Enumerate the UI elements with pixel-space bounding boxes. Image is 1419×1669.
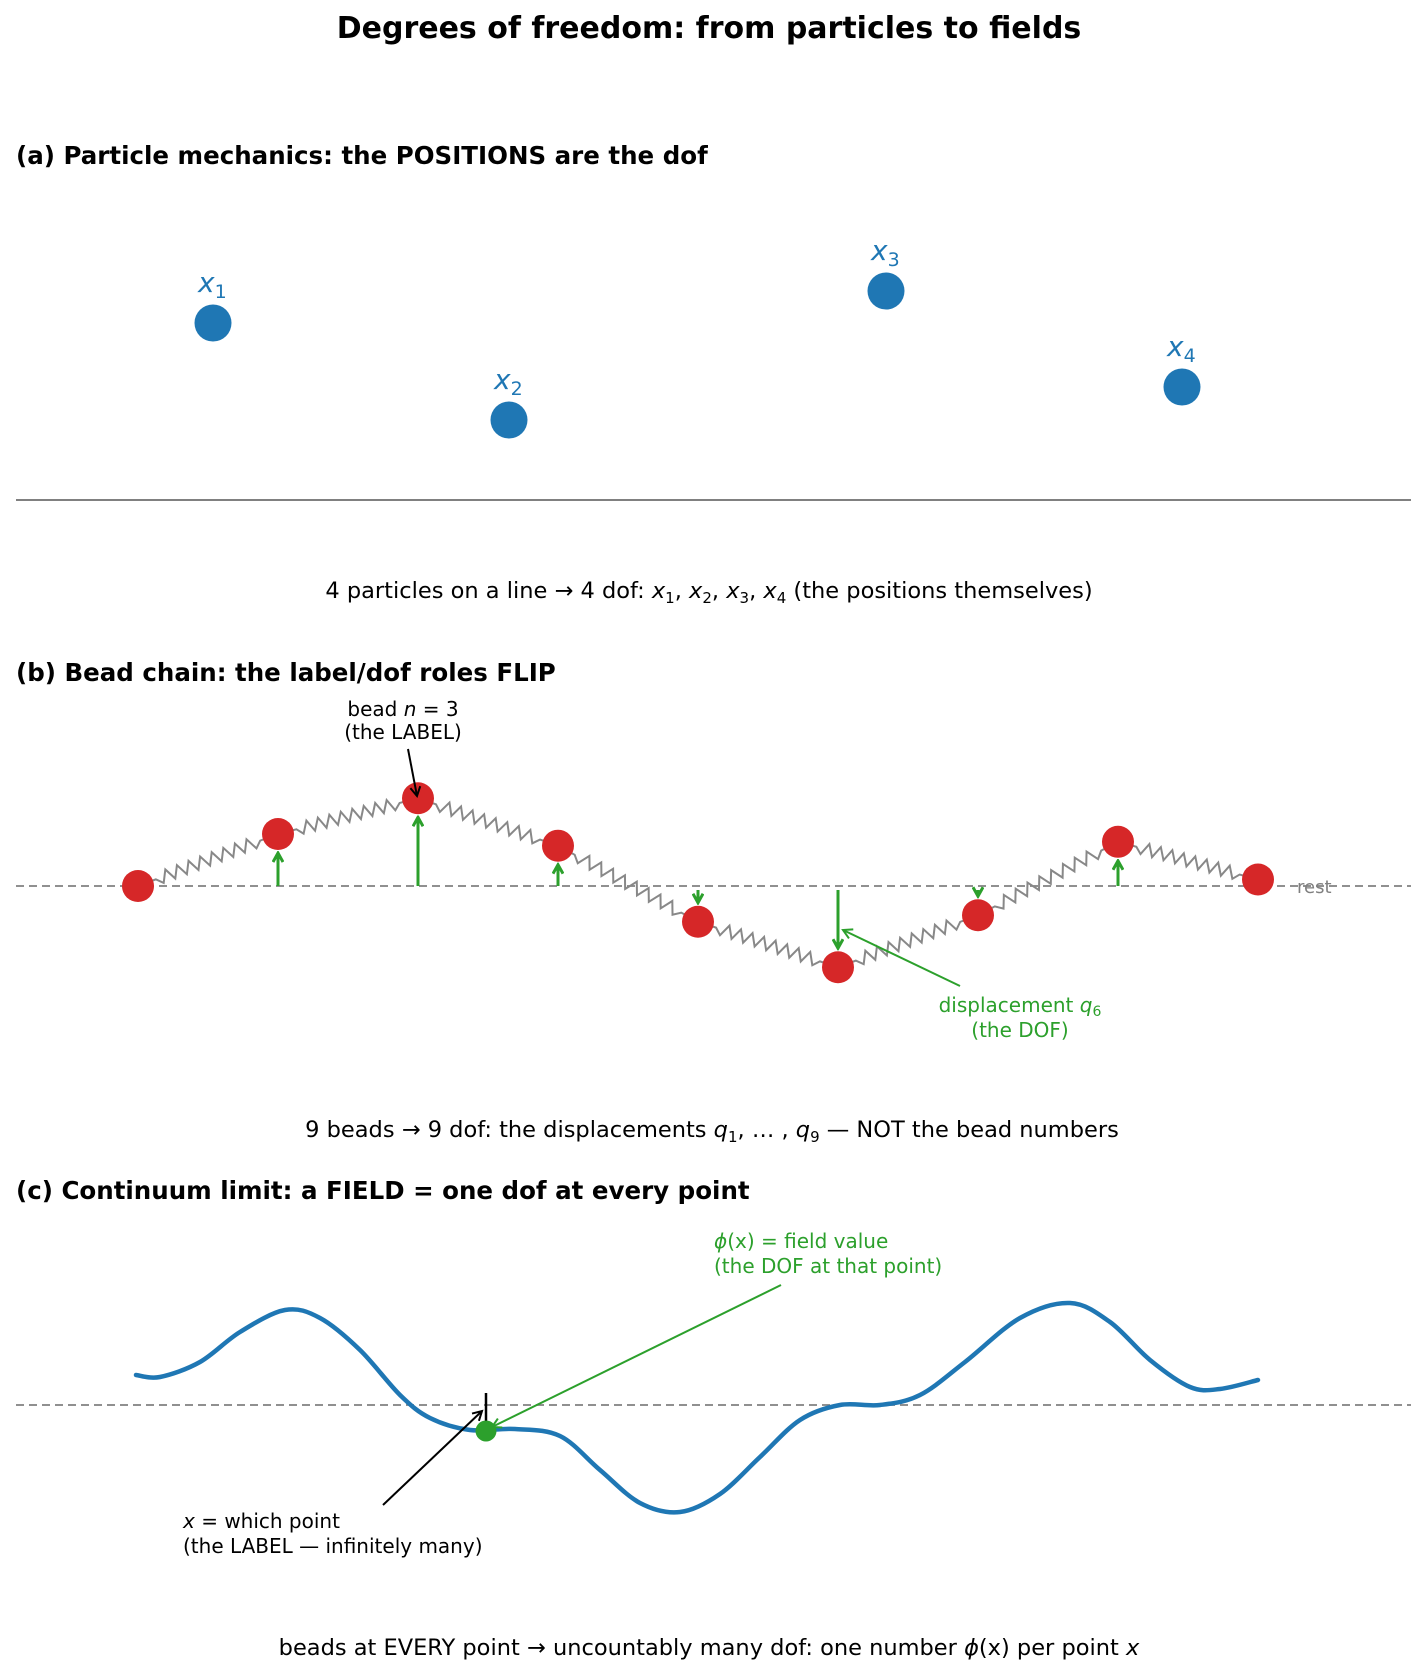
particles-group <box>195 234 1201 439</box>
panel-a-caption-sep3: , <box>749 578 764 604</box>
dof-annotation-line2: (the DOF) <box>971 1018 1069 1042</box>
panel-c-caption-mid: per point <box>1009 1635 1127 1661</box>
field-curve <box>136 1303 1258 1512</box>
field-annotation-post: = field value <box>754 1229 889 1253</box>
label-annotation-pre: bead <box>347 697 404 721</box>
panel-c-caption-x: x <box>1126 1635 1140 1661</box>
panel-a-caption-sep1: , <box>674 578 690 604</box>
panel-c-heading: (c) Continuum limit: a FIELD = one dof at every point <box>16 1176 750 1205</box>
point-annotation <box>182 1509 340 1533</box>
spring-8 <box>1130 844 1247 879</box>
bead-5 <box>682 906 714 938</box>
particle-4-var: x <box>1167 330 1184 363</box>
bead-4 <box>542 830 574 862</box>
panel-b-caption-q1-sub: 1 <box>727 1128 738 1146</box>
particle-1-label <box>197 266 227 303</box>
spring-2 <box>290 800 407 834</box>
field-annotation-arg: (x) <box>727 1229 755 1253</box>
particle-1 <box>195 266 232 342</box>
bead-3 <box>402 782 434 814</box>
dof-annotation-pre: displacement <box>938 993 1080 1017</box>
spring-3 <box>429 802 546 843</box>
panel-a-caption-pre: 4 particles on a line → 4 dof: <box>325 578 652 604</box>
panel-a-caption-x2: x <box>689 578 703 604</box>
particle-3 <box>868 234 905 310</box>
label-annotation <box>347 697 458 721</box>
panel-b-caption-q1: q <box>713 1117 728 1143</box>
dof-annotation <box>939 993 1102 1020</box>
bead-9 <box>1242 864 1274 896</box>
point-annotation-line2: (the LABEL — infinitely many) <box>183 1534 483 1558</box>
field-annotation <box>714 1229 888 1253</box>
panel-b-heading: (b) Bead chain: the label/dof roles FLIP <box>16 658 556 687</box>
particle-1-dot <box>195 305 232 342</box>
dof-annotation-sub: 6 <box>1092 1004 1102 1020</box>
particle-2-sub: 2 <box>510 378 523 400</box>
point-annotation-arrow <box>383 1411 482 1505</box>
spring-5 <box>709 925 826 965</box>
panel-b-caption-q9: q <box>795 1117 811 1143</box>
panel-b-caption-pre: 9 beads → 9 dof: the displacements <box>305 1117 714 1143</box>
particle-4-label <box>1166 330 1196 367</box>
beads-group <box>122 782 1274 983</box>
spring-7 <box>989 847 1108 909</box>
particle-2-label <box>493 363 523 400</box>
panel-b-caption <box>305 1117 1119 1146</box>
panel-a-caption-x1: x <box>651 578 666 604</box>
figure-title: Degrees of freedom: from particles to fields <box>336 11 1082 46</box>
springs-group <box>149 800 1246 965</box>
panel-a-caption-sep2: , <box>711 578 727 604</box>
label-annotation-var: n <box>403 697 417 721</box>
label-annotation-post: = 3 <box>416 697 459 721</box>
panel-a-caption-x1-sub: 1 <box>665 589 675 607</box>
panel-b-caption-post: — NOT the bead numbers <box>819 1117 1119 1143</box>
panel-a-caption-x3-sub: 3 <box>739 589 750 607</box>
panel-c-caption-pre: beads at EVERY point → uncountably many dof: one number <box>278 1635 965 1661</box>
particle-3-sub: 3 <box>887 249 900 271</box>
particle-2-dot <box>491 402 528 439</box>
spring-1 <box>149 838 267 883</box>
panel-a-caption-x4-sub: 4 <box>776 589 787 607</box>
particle-3-dot <box>868 273 905 310</box>
panel-c-caption <box>279 1635 1140 1661</box>
bead-2 <box>262 818 294 850</box>
field-annotation-line2: (the DOF at that point) <box>714 1254 943 1278</box>
panel-c-caption-arg: (x) <box>978 1635 1010 1661</box>
panel-a-caption-x2-sub: 2 <box>702 589 712 607</box>
particle-4-dot <box>1164 369 1201 406</box>
bead-7 <box>962 899 994 931</box>
point-annotation-var: x <box>183 1509 195 1533</box>
label-annotation-line2: (the LABEL) <box>344 720 462 744</box>
dof-annotation-var: q <box>1079 993 1093 1017</box>
rest-label: rest <box>1297 877 1332 898</box>
bead-8 <box>1102 826 1134 858</box>
point-annotation-post: = which point <box>194 1509 340 1533</box>
bead-1 <box>122 870 154 902</box>
panel-a-caption-x3: x <box>726 578 740 604</box>
panel-b-caption-mid: , … , <box>737 1117 796 1143</box>
particle-1-sub: 1 <box>214 281 227 303</box>
panel-a-caption-x4: x <box>763 578 777 604</box>
panel-c-caption-phi: ϕ <box>964 1635 979 1661</box>
particle-2-var: x <box>494 363 511 396</box>
field-point <box>476 1421 497 1442</box>
panel-b-caption-q9-sub: 9 <box>810 1128 820 1146</box>
particle-4 <box>1164 330 1201 406</box>
particle-4-sub: 4 <box>1183 345 1196 367</box>
particle-3-label <box>870 234 900 271</box>
panel-a-caption-post: (the positions themselves) <box>786 578 1093 604</box>
panel-a-caption <box>325 578 1092 607</box>
particle-2 <box>491 363 528 439</box>
panel-a-heading: (a) Particle mechanics: the POSITIONS are the dof <box>16 141 708 170</box>
particle-1-var: x <box>198 266 215 299</box>
particle-3-var: x <box>871 234 888 267</box>
bead-6 <box>822 951 854 983</box>
field-annotation-phi: ϕ <box>714 1229 728 1253</box>
spring-4 <box>569 851 688 916</box>
